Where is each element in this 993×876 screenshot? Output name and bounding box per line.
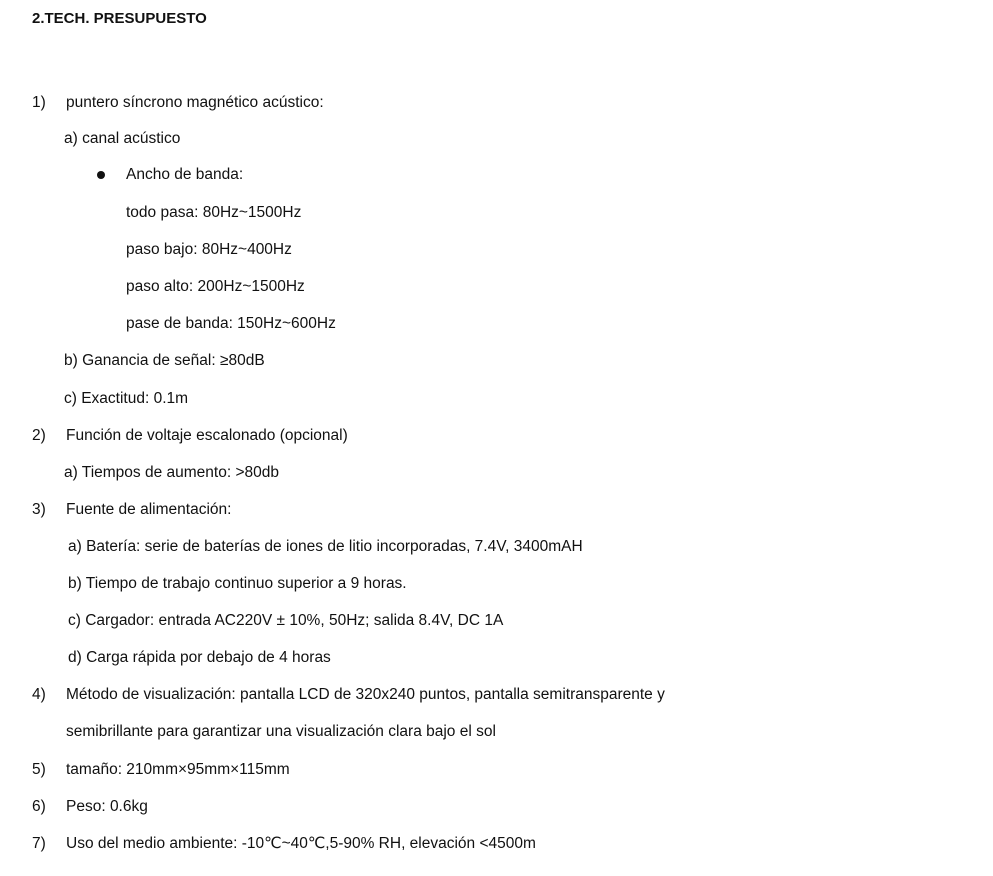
sub-item-acoustic-channel — [64, 129, 180, 149]
item-text: semibrillante para garantizar una visualización clara bajo el sol — [66, 723, 496, 740]
item-text: Peso: 0.6kg — [66, 798, 148, 815]
item-text: tamaño: 210mm×95mm×115mm — [66, 761, 290, 778]
list-item-7 — [32, 834, 536, 854]
bandwidth-all-pass — [126, 203, 301, 223]
item-text: Ancho de banda: — [126, 166, 244, 183]
bandwidth-band-pass — [126, 314, 336, 334]
sub-item-signal-gain — [64, 351, 265, 371]
list-item-1 — [32, 93, 324, 113]
item-text: c) Exactitud: 0.1m — [64, 390, 189, 407]
item-text: todo pasa: 80Hz~1500Hz — [126, 204, 302, 221]
item-number: 4) — [32, 686, 46, 703]
sub-item-battery — [68, 537, 583, 557]
item-text: Fuente de alimentación: — [66, 501, 232, 518]
item-number: 7) — [32, 835, 46, 852]
item-text: paso alto: 200Hz~1500Hz — [126, 278, 305, 295]
item-text: c) Cargador: entrada AC220V ± 10%, 50Hz; salida 8.4V, DC 1A — [68, 612, 504, 629]
item-number: 1) — [32, 94, 46, 111]
item-text: a) Tiempos de aumento: >80db — [64, 464, 279, 481]
item-text: Método de visualización: pantalla LCD de 320x240 puntos, pantalla semitransparente y — [66, 686, 665, 703]
item-text: d) Carga rápida por debajo de 4 horas — [68, 649, 331, 666]
item-text: a) canal acústico — [64, 130, 181, 147]
sub-item-fast-charge — [68, 648, 331, 668]
item-number: 2) — [32, 427, 46, 444]
item-text: a) Batería: serie de baterías de iones de litio incorporadas, 7.4V, 3400mAH — [68, 538, 583, 555]
item-number: 5) — [32, 761, 46, 778]
bandwidth-low-pass — [126, 240, 292, 260]
sub-item-rise-times — [64, 463, 279, 483]
sub-item-accuracy — [64, 389, 188, 409]
list-item-4-continuation — [66, 722, 496, 742]
sub-item-work-time — [68, 574, 407, 594]
item-text: b) Ganancia de señal: ≥80dB — [64, 352, 265, 369]
bullet-icon — [97, 171, 105, 179]
item-text: puntero síncrono magnético acústico: — [66, 94, 324, 111]
bandwidth-high-pass — [126, 277, 305, 297]
sub-item-charger — [68, 611, 503, 631]
list-item-2 — [32, 426, 348, 446]
item-text: paso bajo: 80Hz~400Hz — [126, 241, 292, 258]
list-item-6 — [32, 797, 148, 817]
item-text: Función de voltaje escalonado (opcional) — [66, 427, 348, 444]
item-number: 3) — [32, 501, 46, 518]
section-title: 2.TECH. PRESUPUESTO — [32, 10, 207, 27]
list-item-3 — [32, 500, 231, 520]
item-text: b) Tiempo de trabajo continuo superior a 9 horas. — [68, 575, 407, 592]
item-text: Uso del medio ambiente: -10℃~40℃,5-90% RH, elevación <4500m — [66, 835, 536, 852]
bullet-item-bandwidth — [126, 165, 243, 185]
list-item-4 — [32, 685, 665, 705]
list-item-5 — [32, 760, 290, 780]
item-number: 6) — [32, 798, 46, 815]
item-text: pase de banda: 150Hz~600Hz — [126, 315, 336, 332]
